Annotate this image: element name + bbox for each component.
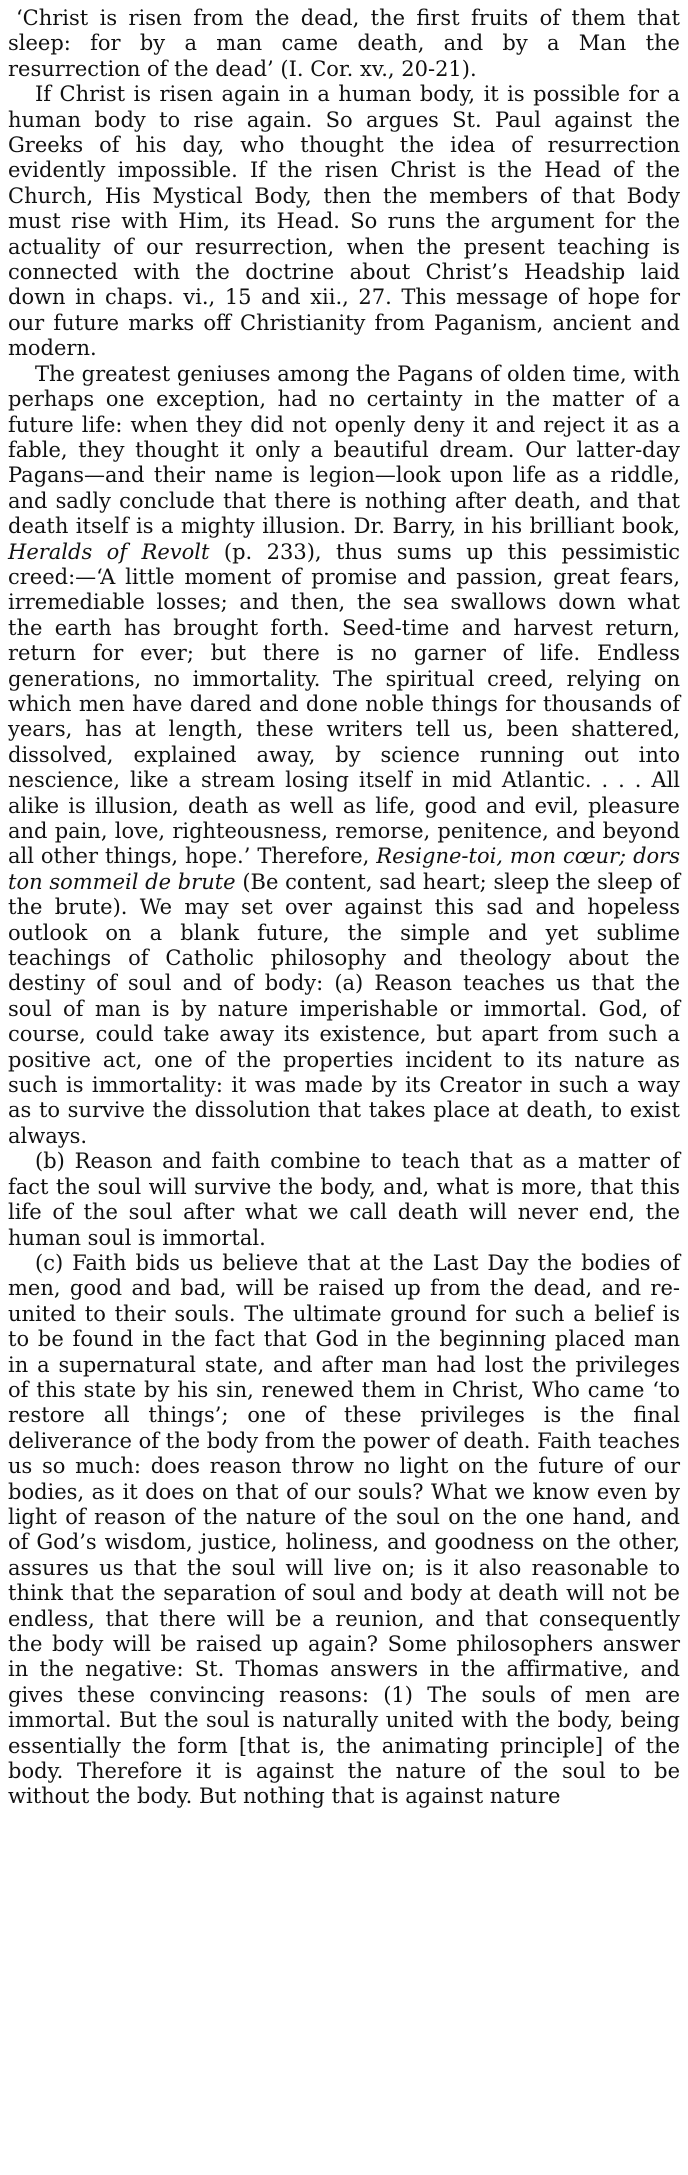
italic-title-text: Heralds of Revolt	[8, 539, 210, 564]
paragraph-pagan-views	[8, 362, 680, 1150]
paragraph-text: (p. 233), thus sums up this pessimistic creed:—‘A little moment of promise and passion, great fears, irremediable losses; and then, the sea swallows down what the earth has brought forth. Seed-time and harvest return, return for ever; but there is no garner of life. Endless generations, no immortality. The spiritual creed, relying on which men have dared and done noble things for thousands of years, has at length, these writers tell us, been shattered, dissolved, explained away, by science running out into nescience, like a stream losing itself in mid Atlantic. . . . All alike is illusion, death as well as life, good and evil, pleasure and pain, love, righteousness, remorse, penitence, and beyond all other things, hope.’ Therefore,	[8, 539, 680, 869]
paragraph-st-paul-argument	[8, 82, 680, 361]
paragraph-text: ‘Christ is risen from the dead, the first fruits of them that sleep: for by a man came death, and by a Man the resurrection of the dead’ (I. Cor. xv., 20-21).	[8, 6, 680, 81]
paragraph-point-c	[8, 1251, 680, 1810]
paragraph-text: If Christ is risen again in a human body, it is possible for a human body to rise again. So argues St. Paul against the Greeks of his day, who thought the idea of resurrection evidently impossible. If the risen Christ is the Head of the Church, His Mystical Body, then the members of that Body must rise with Him, its Head. So runs the argument for the actuality of our resurrection, when the present teaching is connected with the doctrine about Christ’s Headship laid down in chaps. vi., 15 and xii., 27. This message of hope for our future marks off Christianity from Paganism, ancient and modern.	[8, 82, 680, 361]
italic-title-text: Resigne-toi, mon cœur; dors ton sommeil de brute	[8, 844, 680, 894]
paragraph-text: (b) Reason and faith combine to teach that as a matter of fact the soul will survive the body, and, what is more, that this life of the soul after what we call death will never end, the human soul is immortal.	[8, 1149, 680, 1250]
paragraph-resurrection-quote	[8, 6, 680, 82]
paragraph-text: The greatest geniuses among the Pagans of olden time, with perhaps one exception, had no certainty in the matter of a future life: when they did not openly deny it and reject it as a fable, they thought it only a beautiful dream. Our latter-day Pagans—and their name is legion—look upon life as a riddle, and sadly conclude that there is nothing after death, and that death itself is a mighty illusion. Dr. Barry, in his brilliant book,	[8, 361, 680, 539]
paragraph-text: (Be content, sad heart; sleep the sleep of the brute). We may set over against this sad and hopeless outlook on a blank future, the simple and yet sublime teachings of Catholic philosophy and theology about the destiny of soul and of body: (a) Reason teaches us that the soul of man is by nature imperishable or immortal. God, of course, could take away its existence, but apart from such a positive act, one of the properties incident to its nature as such is immortality: it was made by its Creator in such a way as to survive the dissolution that takes place at death, to exist always.	[8, 869, 681, 1148]
paragraph-point-b	[8, 1149, 680, 1251]
paragraph-text: (c) Faith bids us believe that at the Last Day the bodies of men, good and bad, will be raised up from the dead, and re-united to their souls. The ultimate ground for such a belief is to be found in the fact that God in the beginning placed man in a supernatural state, and after man had lost the privileges of this state by his sin, renewed them in Christ, Who came ‘to restore all things’; one of these privileges is the final deliverance of the body from the power of death. Faith teaches us so much: does reason throw no light on the future of our bodies, as it does on that of our souls? What we know even by light of reason of the nature of the soul on the one hand, and of God’s wisdom, justice, holiness, and goodness on the other, assures us that the soul will live on; is it also reasonable to think that the separation of soul and body at death will not be endless, that there will be a reunion, and that consequently the body will be raised up again? Some philosophers answer in the negative: St. Thomas answers in the affirmative, and gives these convincing reasons: (1) The souls of men are immortal. But the soul is naturally united with the body, being essentially the form [that is, the animating principle] of the body. Therefore it is against the nature of the soul to be without the body. But nothing that is against nature	[8, 1250, 680, 1809]
